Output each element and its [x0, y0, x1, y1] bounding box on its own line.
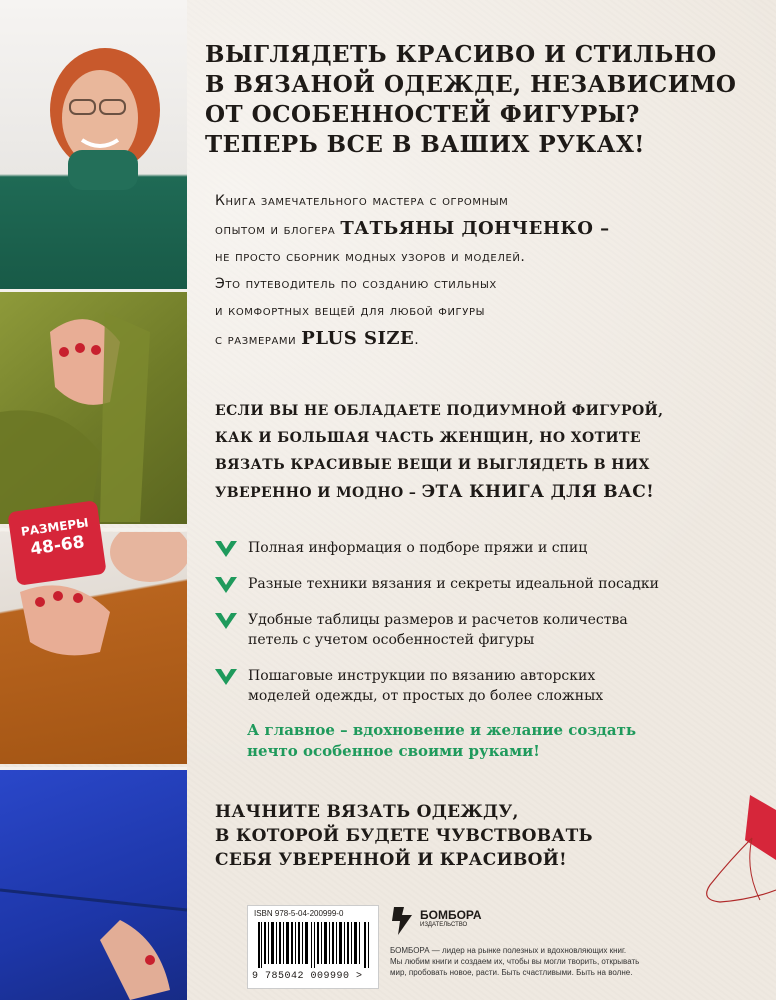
- audience-line-pre: УВЕРЕННО И МОДНО –: [215, 485, 422, 501]
- audience-line: [215, 479, 755, 507]
- inspiration-line: нечто особенное своими руками!: [247, 742, 540, 760]
- blurb-line: мир, пробовать новое, расти. Быть счастливыми. Быть на волне.: [390, 968, 633, 977]
- audience-line: КАК И БОЛЬШАЯ ЧАСТЬ ЖЕНЩИН, НО ХОТИТЕ: [215, 430, 641, 446]
- photo-blue-sweater: [0, 770, 187, 1000]
- headline: [205, 40, 765, 160]
- author-name: ТАТЬЯНЫ ДОНЧЕНКО –: [340, 218, 610, 239]
- book-for-you: ЭТА КНИГА ДЛЯ ВАС!: [421, 482, 655, 502]
- feature-text: Полная информация о подборе пряжи и спиц: [248, 540, 588, 556]
- audience-line: ЕСЛИ ВЫ НЕ ОБЛАДАЕТЕ ПОДИУМНОЙ ФИГУРОЙ,: [215, 403, 664, 419]
- check-icon: [214, 540, 238, 558]
- plus-size-label: PLUS SIZE: [301, 328, 415, 349]
- publisher-blurb: [390, 945, 690, 978]
- intro-line: [215, 215, 755, 244]
- inspiration-line: А главное – вдохновение и желание создать: [247, 721, 637, 739]
- check-icon: [214, 668, 238, 686]
- yarn-thread-decoration: [690, 790, 776, 910]
- feature-item: [214, 666, 744, 706]
- check-icon: [214, 612, 238, 630]
- size-tag-label: РАЗМЕРЫ: [20, 515, 90, 539]
- publisher-name: БОМБОРА: [420, 908, 482, 922]
- headline-line: ВЫГЛЯДЕТЬ КРАСИВО И СТИЛЬНО: [205, 41, 717, 68]
- intro-line-pre: с размерами: [215, 332, 302, 348]
- photo-strip: [0, 0, 187, 1000]
- barcode-icon: [258, 922, 370, 968]
- feature-item: [214, 610, 744, 650]
- isbn-text: ISBN 978-5-04-200999-0: [254, 909, 344, 918]
- feature-text: Удобные таблицы размеров и расчетов количества: [248, 612, 628, 628]
- feature-text: Разные техники вязания и секреты идеальной посадки: [248, 576, 659, 592]
- photo-author: [0, 0, 187, 290]
- publisher-sub: ИЗДАТЕЛЬСТВО: [420, 922, 468, 928]
- intro-line: Это путеводитель по созданию стильных: [215, 276, 497, 292]
- feature-item: [214, 538, 744, 558]
- intro-line: не просто сборник модных узоров и моделей.: [215, 249, 526, 265]
- intro-line: Книга замечательного мастера с огромным: [215, 193, 509, 209]
- headline-line: ТЕПЕРЬ ВСЕ В ВАШИХ РУКАХ!: [205, 131, 645, 158]
- intro-line: [215, 325, 755, 354]
- barcode-number: 9 785042 009990 >: [252, 971, 363, 982]
- intro-line-pre: опытом и блогера: [215, 222, 341, 238]
- feature-item: [214, 574, 744, 594]
- headline-line: В ВЯЗАНОЙ ОДЕЖДЕ, НЕЗАВИСИМО: [205, 71, 737, 98]
- feature-text: моделей одежды, от простых до более сложных: [248, 688, 604, 704]
- inspiration-text: [247, 720, 767, 762]
- size-tag-range: 48-68: [29, 532, 86, 560]
- audience-line: ВЯЗАТЬ КРАСИВЫЕ ВЕЩИ И ВЫГЛЯДЕТЬ В НИХ: [215, 457, 650, 473]
- photo-green-sweater: [0, 292, 187, 524]
- closing-line: В КОТОРОЙ БУДЕТЕ ЧУВСТВОВАТЬ: [215, 826, 593, 846]
- check-icon: [214, 576, 238, 594]
- feature-text: петель с учетом особенностей фигуры: [248, 632, 535, 648]
- blurb-line: Мы любим книги и создаем их, чтобы вы могли творить, открывать: [390, 957, 640, 966]
- headline-line: ОТ ОСОБЕННОСТЕЙ ФИГУРЫ?: [205, 101, 640, 128]
- closing-line: НАЧНИТЕ ВЯЗАТЬ ОДЕЖДУ,: [215, 802, 519, 822]
- intro-paragraph: [215, 188, 755, 354]
- blurb-line: БОМБОРА — лидер на рынке полезных и вдохновляющих книг.: [390, 946, 627, 955]
- feature-text: Пошаговые инструкции по вязанию авторских: [248, 668, 596, 684]
- feature-list: [214, 538, 744, 722]
- barcode-panel: [247, 905, 379, 989]
- closing-line: СЕБЯ УВЕРЕННОЙ И КРАСИВОЙ!: [215, 850, 567, 870]
- intro-line-post: .: [414, 332, 420, 348]
- audience-paragraph: [215, 398, 755, 507]
- intro-line: и комфортных вещей для любой фигуры: [215, 303, 485, 319]
- size-tag: [7, 500, 106, 586]
